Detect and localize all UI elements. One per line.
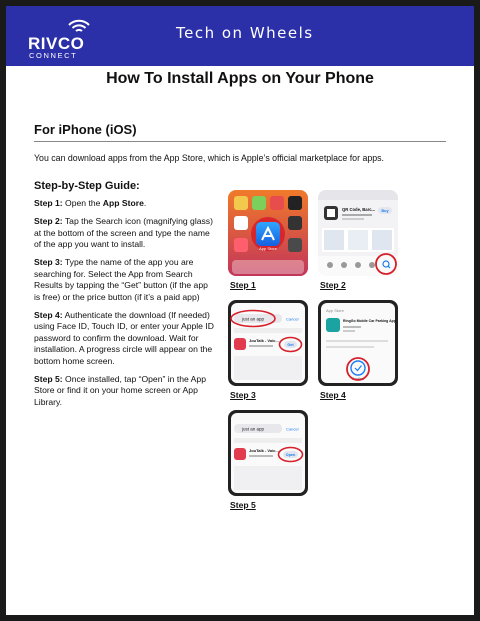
step-item	[34, 257, 216, 303]
intro-paragraph: You can download apps from the App Store, which is Apple’s official marketplace for apps.	[34, 153, 384, 163]
step-label: Step 4:	[34, 309, 63, 320]
step-item	[34, 198, 216, 210]
step2-app-name: QR Code, Barc...	[342, 207, 376, 212]
step2-label: Step 2	[320, 280, 346, 290]
step-label: Step 5:	[34, 373, 63, 384]
step-bold-text: App Store	[102, 198, 144, 208]
home-screen-image	[228, 190, 308, 276]
document-page	[6, 6, 474, 615]
step-item	[34, 216, 216, 251]
step5-cancel: Cancel	[286, 426, 299, 432]
step5-search-text: just an app	[242, 426, 265, 432]
step4-label: Step 4	[320, 390, 346, 400]
step4-screenshot	[318, 300, 398, 386]
step5-app-name: JouTalk - Voic...	[249, 448, 279, 453]
logo-subtext: CONNECT	[29, 51, 78, 60]
step-label: Step 2:	[34, 216, 63, 226]
banner-title: Tech on Wheels	[176, 24, 314, 42]
svg-text:App Store: App Store	[259, 246, 277, 251]
step-text: Once installed, tap “Open” in the App Store or find it on your home screen or App Library.	[34, 373, 206, 407]
open-app-image	[228, 410, 308, 496]
step5-open-button: Open	[285, 453, 296, 457]
step3-screenshot	[228, 300, 308, 386]
section-divider	[34, 141, 446, 142]
steps-list	[34, 198, 216, 415]
step4-confirm: Confirm	[351, 377, 365, 381]
step-text-end: .	[143, 198, 147, 208]
step-label: Step 1:	[34, 198, 63, 208]
step1-label: Step 1	[230, 280, 256, 290]
step-item	[34, 374, 216, 409]
step4-header: App Store	[326, 308, 344, 313]
step5-label: Step 5	[230, 500, 256, 510]
header-banner	[6, 6, 474, 66]
step-text: Type the name of the app you are searching for. Select the App from Search Results by tapping the “Get” button (if the app is free) or the price button (if it’s a paid app)	[34, 257, 208, 302]
step2-buy-button: Buy	[381, 209, 389, 213]
step4-app-name: RingGo Mobile Car Parking App	[343, 319, 396, 323]
search-tab-image	[318, 190, 398, 276]
step-text: Open the	[62, 198, 103, 208]
step-text: Authenticate the download (If needed) using Face ID, Touch ID, or enter your Apple ID password to confirm the download. Wait for installation. A progress circle will appear on the bottom home screen.	[34, 309, 214, 366]
step3-cancel: Cancel	[286, 316, 299, 322]
page-title: How To Install Apps on Your Phone	[106, 70, 374, 87]
section-title: For iPhone (iOS)	[34, 122, 137, 137]
step-text: Tap the Search icon (magnifying glass) at the bottom of the screen and type the name of the app you want to install.	[34, 216, 213, 249]
step3-get-button: Get	[287, 343, 294, 347]
step-item	[34, 310, 216, 368]
step1-screenshot	[228, 190, 308, 276]
search-results-image	[228, 300, 308, 386]
guide-title: Step-by-Step Guide:	[34, 180, 140, 192]
step-label: Step 3:	[34, 257, 63, 267]
rivco-logo	[28, 14, 108, 60]
step2-screenshot	[318, 190, 398, 276]
confirm-dialog-image	[318, 300, 398, 386]
step5-screenshot	[228, 410, 308, 496]
step3-app-name: JouTalk - Voic...	[249, 338, 279, 343]
step3-label: Step 3	[230, 390, 256, 400]
logo-text: RIVCO	[28, 34, 85, 53]
step3-search-text: just an app	[242, 316, 265, 322]
